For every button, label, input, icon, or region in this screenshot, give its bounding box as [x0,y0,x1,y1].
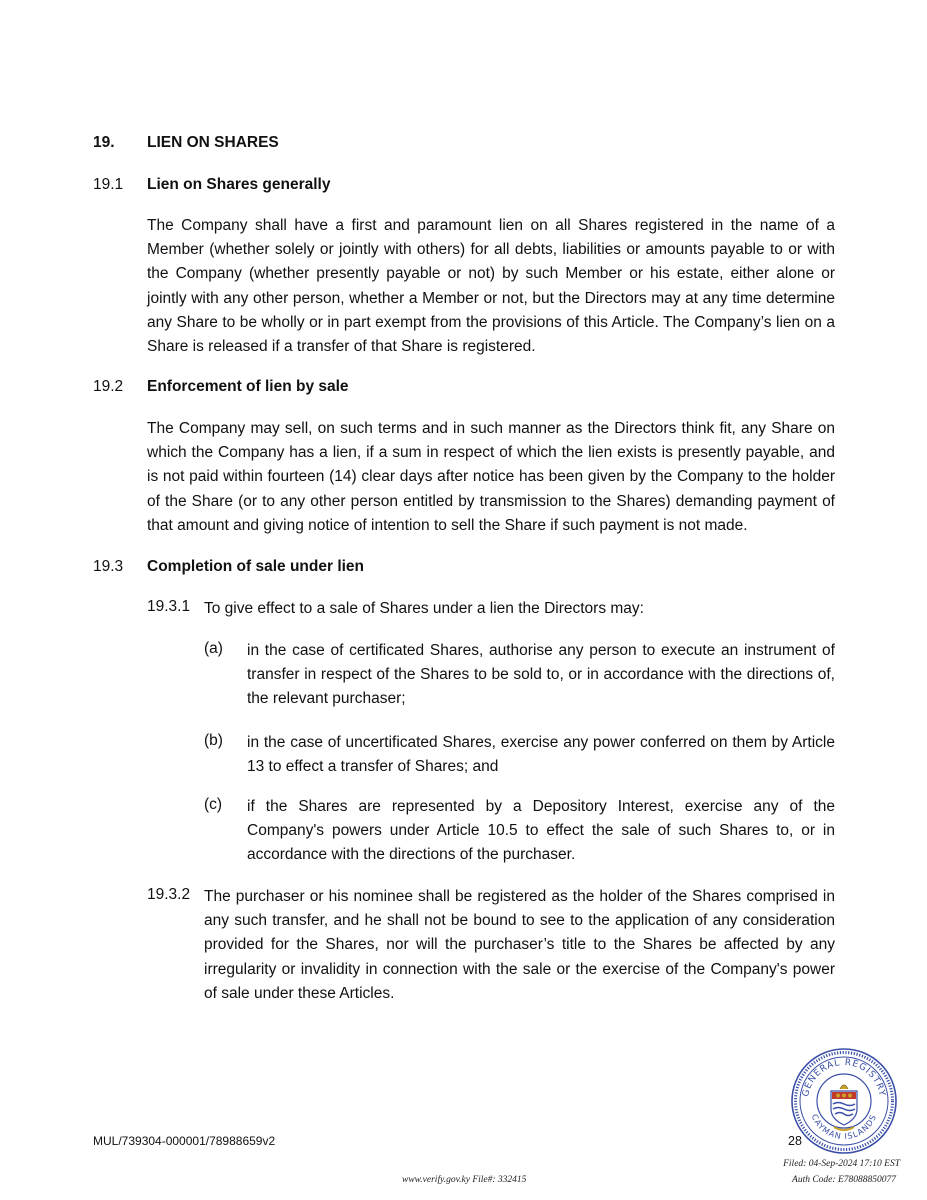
clause-19-3-2-number: 19.3.2 [147,886,191,903]
item-a-label: (a) [204,640,223,657]
clause-19-1-title: Lien on Shares generally [147,176,331,193]
item-b-label: (b) [204,732,223,749]
clause-19-1-body: The Company shall have a first and paramount lien on all Shares registered in the name of a Member (whether solely or jointly with others) for all debts, liabilities or amounts payable to or with the Company (whether presently payable or not) by such Member or his estate, either alone or jointly with any other person, whether a Member or not, but the Directors may at any time determine any Share to be wholly or in part exempt from the provisions of this Article. The Company’s lien on a Share is released if a transfer of that Share is registered. [147,217,835,356]
clause-19-3-1-number: 19.3.1 [147,598,191,615]
clause-19-2-number: 19.2 [93,378,124,395]
item-c-text: if the Shares are represented by a Depository Interest, exercise any of the Company's powers under Article 10.5 to effect the sale of such Shares to, or in accordance with the directions of the purchaser. [247,798,835,864]
item-a-text: in the case of certificated Shares, authorise any person to execute an instrument of transfer in respect of the Shares to be sold to, or in accordance with the directions of, the relevant purchaser; [247,642,835,708]
clause-19-3-1-text: To give effect to a sale of Shares under a lien the Directors may: [204,600,644,617]
item-b-text: in the case of uncertificated Shares, exercise any power conferred on them by Article 13 to effect a transfer of Shares; and [247,734,835,776]
verification-line: www.verify.gov.ky File#: 332415 [402,1175,527,1185]
clause-19-3-title: Completion of sale under lien [147,558,365,575]
item-c-label: (c) [204,796,223,813]
clause-19-2-title: Enforcement of lien by sale [147,378,349,395]
section-title: LIEN ON SHARES [147,134,279,151]
stamp-auth-code: Auth Code: E78088850077 [792,1175,896,1185]
section-number: 19. [93,134,115,151]
page-number: 28 [788,1134,802,1148]
registry-seal [790,1047,898,1155]
seal-icon [790,1047,898,1155]
document-reference: MUL/739304-000001/78988659v2 [93,1134,276,1148]
seal-top-text: GENERAL REGISTRY [801,1057,887,1098]
clause-19-3-2-text: The purchaser or his nominee shall be registered as the holder of the Shares comprised in any such transfer, and he shall not be bound to see to the application of any consideration provided for the Shares, nor will the purchaser’s title to the Shares be affected by any irregularity or invalidity in connection with the sale or the exercise of the Company's power of sale under these Articles. [204,888,835,1002]
seal-bottom-text: CAYMAN ISLANDS [809,1112,879,1142]
clause-19-3-number: 19.3 [93,558,124,575]
stamp-filed: Filed: 04-Sep-2024 17:10 EST [783,1159,900,1169]
clause-19-2-body: The Company may sell, on such terms and in such manner as the Directors think fit, any Share on which the Company has a lien, if a sum in respect of which the lien exists is presently payable, and is not paid within fourteen (14) clear days after notice has been given by the Company to the holder of the Share (or to any other person entitled by transmission to the Shares) demanding payment of that amount and giving notice of intention to sell the Share if such payment is not made. [147,420,835,534]
clause-19-1-number: 19.1 [93,176,124,193]
